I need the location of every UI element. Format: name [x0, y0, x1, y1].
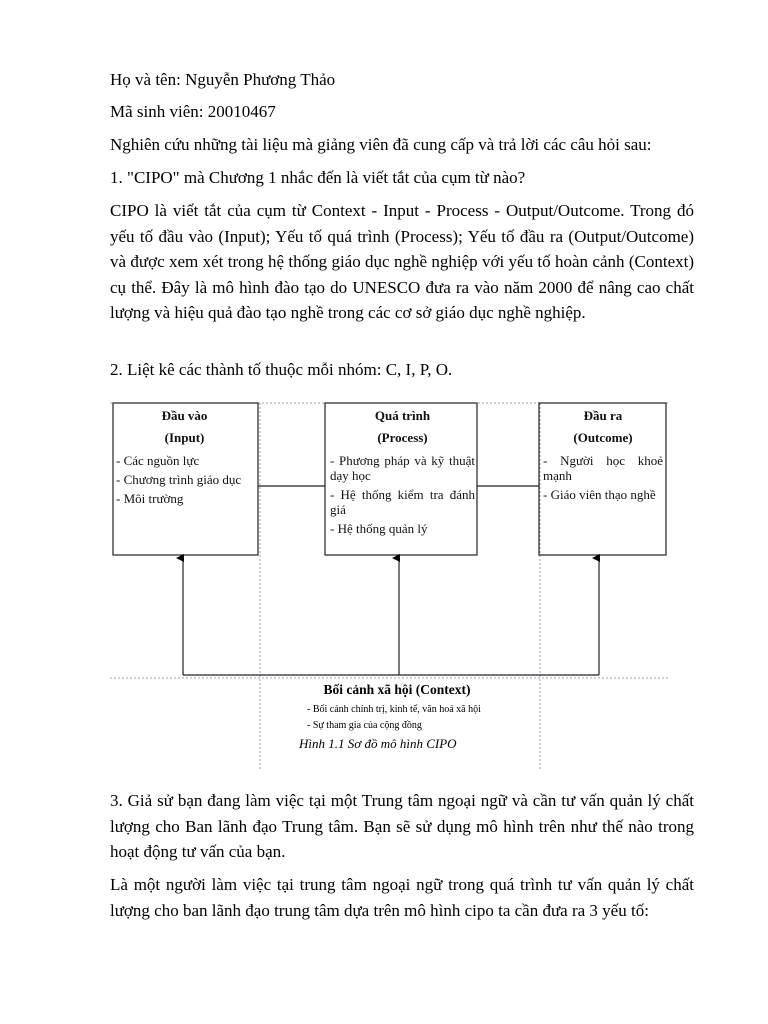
- input-item: - Chương trình giáo dục: [116, 472, 242, 487]
- process-subtitle: (Process): [377, 430, 428, 445]
- question-2: 2. Liệt kê các thành tố thuộc mỗi nhóm: C, I, P, O.: [110, 360, 453, 379]
- context-title: Bối cảnh xã hội (Context): [323, 682, 471, 697]
- process-item: - Phương pháp và kỹ thuật dạy học: [330, 453, 475, 483]
- student-id-line: Mã sinh viên: 20010467: [110, 102, 276, 121]
- input-title: Đầu vào: [161, 408, 208, 423]
- outcome-subtitle: (Outcome): [573, 430, 633, 445]
- cipo-diagram: [110, 393, 669, 770]
- input-item: - Môi trường: [116, 491, 184, 506]
- student-name-line: Họ và tên: Nguyễn Phương Thảo: [110, 70, 336, 89]
- process-title: Quá trình: [374, 408, 431, 423]
- context-item: - Bối cảnh chính trị, kinh tế, văn hoá xã hội: [307, 704, 481, 715]
- outcome-box-content: [543, 405, 663, 502]
- figure-caption: Hình 1.1 Sơ đồ mô hình CIPO: [299, 736, 457, 751]
- input-item: - Các nguồn lực: [116, 453, 200, 468]
- process-item: - Hệ thống kiểm tra đánh giá: [330, 487, 475, 517]
- context-block: [262, 680, 532, 752]
- answer-3: Là một người làm việc tại trung tâm ngoại ngữ trong quá trình tư vấn quản lý chất lượng cho ban lãnh đạo trung tâm dựa trên mô hình cipo ta cần đưa ra 3 yếu tố:: [110, 875, 694, 920]
- question-1: 1. "CIPO" mà Chương 1 nhắc đến là viết tắt của cụm từ nào?: [110, 168, 526, 187]
- context-item: - Sự tham gia của cộng đồng: [307, 720, 422, 731]
- process-item: - Hệ thống quản lý: [330, 521, 428, 536]
- outcome-title: Đầu ra: [583, 408, 623, 423]
- answer-1: CIPO là viết tắt của cụm từ Context - Input - Process - Output/Outcome. Trong đó yếu tố đầu vào (Input); Yếu tố quá trình (Process); Yếu tố đầu ra (Output/Outcome) và được xem xét trong hệ thống giáo dục nghề nghiệp với yếu tố hoàn cảnh (Context) cụ thể. Đây là mô hình đào tạo do UNESCO đưa ra vào năm 2000 để nâng cao chất lượng và hiệu quả đào tạo nghề trong các cơ sở giáo dục nghề nghiệp.: [110, 201, 694, 322]
- process-box-content: [330, 405, 475, 536]
- input-subtitle: (Input): [164, 430, 205, 445]
- input-box-content: [116, 405, 253, 506]
- question-3: 3. Giả sử bạn đang làm việc tại một Trung tâm ngoại ngữ và cần tư vấn quản lý chất lượng cho Ban lãnh đạo Trung tâm. Bạn sẽ sử dụng mô hình trên như thế nào trong hoạt động tư vấn của bạn.: [110, 791, 694, 861]
- outcome-item: - Người học khoẻ mạnh: [543, 453, 663, 483]
- outcome-item: - Giáo viên thạo nghề: [543, 487, 656, 502]
- instruction-line: Nghiên cứu những tài liệu mà giảng viên đã cung cấp và trả lời các câu hỏi sau:: [110, 135, 652, 154]
